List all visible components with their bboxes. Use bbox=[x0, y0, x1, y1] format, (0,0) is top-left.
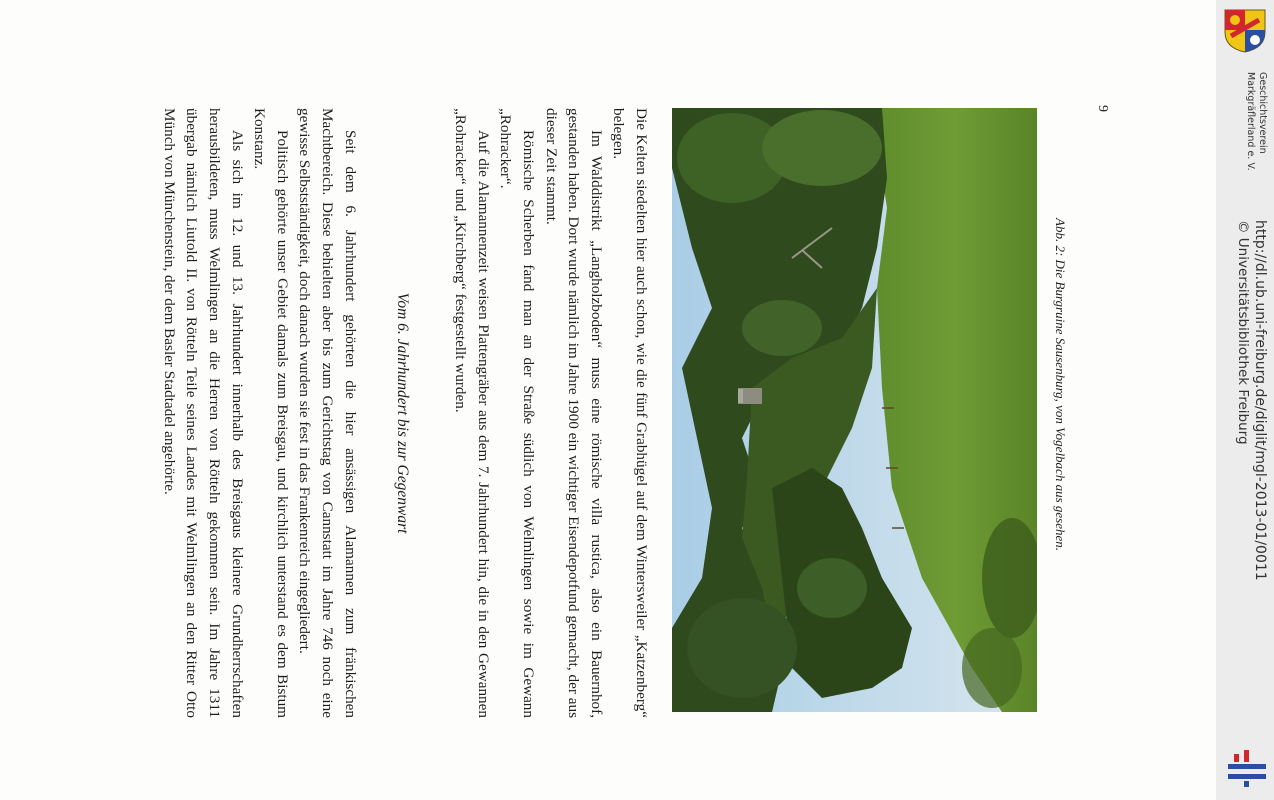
paragraph: Römische Scherben fand man an der Straße südlich von Welmlingen sowie im Gewann „Rohracker“. bbox=[497, 108, 538, 718]
page-number: 9 bbox=[1095, 105, 1110, 112]
copyright-notice: © Universitätsbibliothek Freiburg bbox=[1235, 220, 1251, 445]
paragraph: Als sich im 12. und 13. Jahrhundert innerhalb des Breisgaus kleinere Grundherrschaften herausbildeten, muss Welmlingen an die Herren von Rötteln gekommen sein. Im Jahre 1311 übergab nämlich Liutold II. von Rötteln Teile seines Landes mit Welmlingen an den Ritter Otto Münch von Münchenstein, der dem Basler Stadtadel angehörte. bbox=[160, 108, 246, 718]
figure-caption: Abb. 2: Die Burgruine Sausenburg, von Vogelbach aus gesehen. bbox=[1053, 218, 1068, 552]
section-heading: Vom 6. Jahrhundert bis zur Gegenwart bbox=[393, 292, 411, 534]
society-name bbox=[1244, 72, 1268, 171]
landscape-photo bbox=[672, 108, 1037, 712]
permalink-url[interactable]: http://dl.ub.uni-freiburg.de/diglit/mgl-2013-01/0011 bbox=[1252, 220, 1268, 581]
paragraph: Politisch gehörte unser Gebiet damals zum Breisgau, und kirchlich unterstand es dem Bistum Konstanz. bbox=[251, 108, 291, 718]
paragraph: Auf die Alamannenzeit weisen Plattengräber aus dem 7. Jahrhundert hin, die in den Gewannen „Rohracker“ und „Kirchberg“ festgestellt wurden. bbox=[452, 108, 492, 718]
page-text bbox=[157, 108, 652, 718]
paragraph: Seit dem 6. Jahrhundert gehörten die hier ansässigen Alamannen zum fränkischen Machtbereich. Diese behielten aber bis zum Gerichtstag von Cannstatt im Jahre 746 noch eine gewisse Selbstständigkeit, doch danach wurden sie fest in das Frankenreich eingegliedert. bbox=[296, 108, 359, 718]
paragraph: Die Kelten siedelten hier auch schon, wie die fünf Grabhügel auf dem Wintersweiler „Katzenberg“ belegen. bbox=[610, 108, 650, 718]
society-line: Geschichtsverein bbox=[1257, 72, 1268, 154]
paragraph: Im Walddistrikt „Langholzboden“ muss eine römische villa rustica, also ein Bauernhof, gestanden haben. Dort wurde nämlich im Jahre 1900 ein wichtiger Eisendepotfund gemacht, der aus dieser Zeit stammt. bbox=[542, 108, 605, 718]
citation-block bbox=[1234, 220, 1268, 581]
university-library-logo-icon bbox=[1226, 748, 1268, 788]
society-line: Markgräflerland e. V. bbox=[1245, 72, 1256, 171]
coat-of-arms-icon bbox=[1221, 6, 1269, 54]
